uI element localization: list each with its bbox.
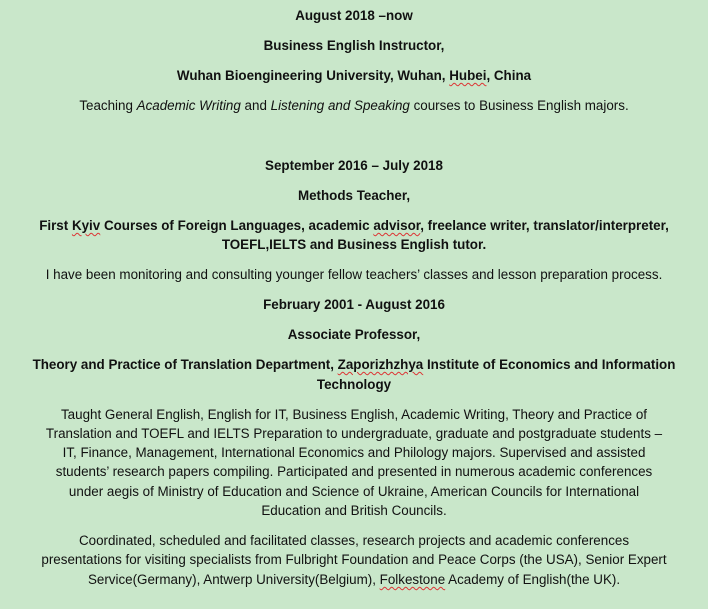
entry-2-date: September 2016 – July 2018 (265, 158, 443, 173)
spellcheck-flag: Kyiv (71, 218, 101, 233)
entry-3-position: Associate Professor, (287, 327, 421, 342)
entry-3-description-line: Translation and TOEFL and IELTS Preparation to undergraduate, graduate and postgraduate students – (45, 426, 663, 441)
entry-3-description-line: Education and British Councils. (261, 503, 447, 518)
entry-3-description-line: students’ research papers compiling. Participated and presented in numerous academic conferences (55, 464, 653, 479)
entry-1-position: Business English Instructor, (263, 38, 445, 53)
entry-3-description2-line-3: Service(Germany), Antwerp University(Belgium), Folkestone Academy of English(the UK). (87, 572, 621, 587)
entry-2-position: Methods Teacher, (297, 188, 411, 203)
entry-2-description: I have been monitoring and consulting younger fellow teachers’ classes and lesson preparation process. (45, 267, 663, 282)
spellcheck-flag: Folkestone (379, 572, 446, 587)
entry-2-institution-line-2: TOEFL,IELTS and Business English tutor. (221, 237, 487, 252)
entry-1-description: Teaching Academic Writing and Listening and Speaking courses to Business English majors. (79, 98, 629, 113)
spellcheck-flag: Zaporizhzhya (337, 357, 424, 372)
entry-3-description-line: IT, Finance, Management, International Economics and Philology majors. Supervised and assisted (62, 445, 646, 460)
spellcheck-flag: advisor (373, 218, 421, 233)
entry-3-institution-line-1: Theory and Practice of Translation Department, Zaporizhzhya Institute of Economics and Information (32, 357, 676, 372)
entry-3-description-line: Taught General English, English for IT, Business English, Academic Writing, Theory and Practice of (60, 407, 647, 422)
entry-1-date: August 2018 –now (295, 8, 413, 23)
entry-3-description2-line-1: Coordinated, scheduled and facilitated classes, research projects and academic conferences (78, 533, 630, 548)
spellcheck-flag: Hubei (449, 68, 487, 83)
entry-2-institution-line-1: First Kyiv Courses of Foreign Languages, academic advisor, freelance writer, translator/interpreter, (39, 218, 669, 233)
entry-3-date: February 2001 - August 2016 (263, 297, 445, 312)
entry-3-description2-line-2: presentations for visiting specialists from Fulbright Foundation and Peace Corps (the USA), Senior Expert (41, 552, 667, 567)
entry-3-description-line: under aegis of Ministry of Education and Science of Ukraine, American Councils for International (68, 484, 640, 499)
entry-3-institution-line-2: Technology (316, 377, 392, 392)
entry-1-institution: Wuhan Bioengineering University, Wuhan, Hubei, China (176, 68, 532, 83)
